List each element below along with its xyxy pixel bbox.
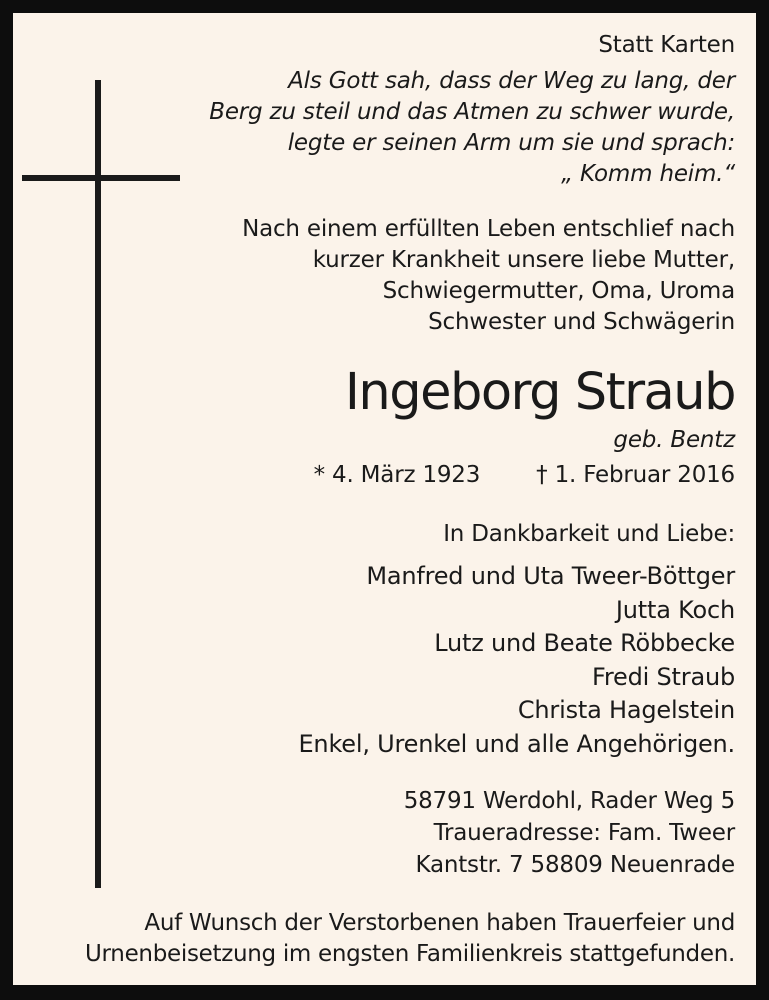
address-line: 58791 Werdohl, Rader Weg 5 [403, 788, 735, 814]
mourning-address [404, 785, 735, 881]
death-date: † 1. Februar 2016 [536, 462, 735, 488]
mourners-list [298, 560, 735, 762]
birth-date: * 4. März 1923 [313, 462, 481, 488]
bible-quote [209, 66, 735, 190]
footer-note [22, 908, 735, 970]
statt-karten-label: Statt Karten [598, 32, 735, 58]
mourner-item: Jutta Koch [615, 595, 735, 624]
intro-line: Schwester und Schwägerin [428, 309, 735, 335]
maiden-name: geb. Bentz [613, 427, 735, 453]
mourner-item: Fredi Straub [592, 662, 735, 691]
cross-vertical-bar [95, 80, 101, 888]
mourner-item: Lutz und Beate Röbbecke [434, 629, 735, 658]
quote-line: Berg zu steil und das Atmen zu schwer wurde, [209, 99, 735, 125]
intro-text [242, 214, 735, 338]
intro-line: Nach einem erfüllten Leben entschlief nach [242, 216, 735, 242]
quote-line: Als Gott sah, dass der Weg zu lang, der [288, 68, 735, 94]
footer-line: Auf Wunsch der Verstorbenen haben Trauerfeier und [144, 910, 735, 936]
cross-horizontal-bar [22, 175, 180, 181]
quote-line: legte er seinen Arm um sie und sprach: [287, 130, 735, 156]
intro-line: Schwiegermutter, Oma, Uroma [382, 278, 735, 304]
deceased-name: Ingeborg Straub [344, 363, 735, 422]
footer-line: Urnenbeisetzung im engsten Familienkreis stattgefunden. [85, 941, 735, 967]
thanks-line: In Dankbarkeit und Liebe: [443, 521, 735, 547]
address-line: Traueradresse: Fam. Tweer [433, 820, 735, 846]
mourner-item: Enkel, Urenkel und alle Angehörigen. [298, 729, 735, 758]
mourner-item: Christa Hagelstein [517, 696, 735, 725]
intro-line: kurzer Krankheit unsere liebe Mutter, [312, 247, 735, 273]
mourner-item: Manfred und Uta Tweer-Böttger [366, 562, 735, 590]
life-dates [314, 460, 735, 490]
quote-line: „ Komm heim.“ [561, 161, 735, 187]
address-line: Kantstr. 7 58809 Neuenrade [415, 852, 735, 878]
